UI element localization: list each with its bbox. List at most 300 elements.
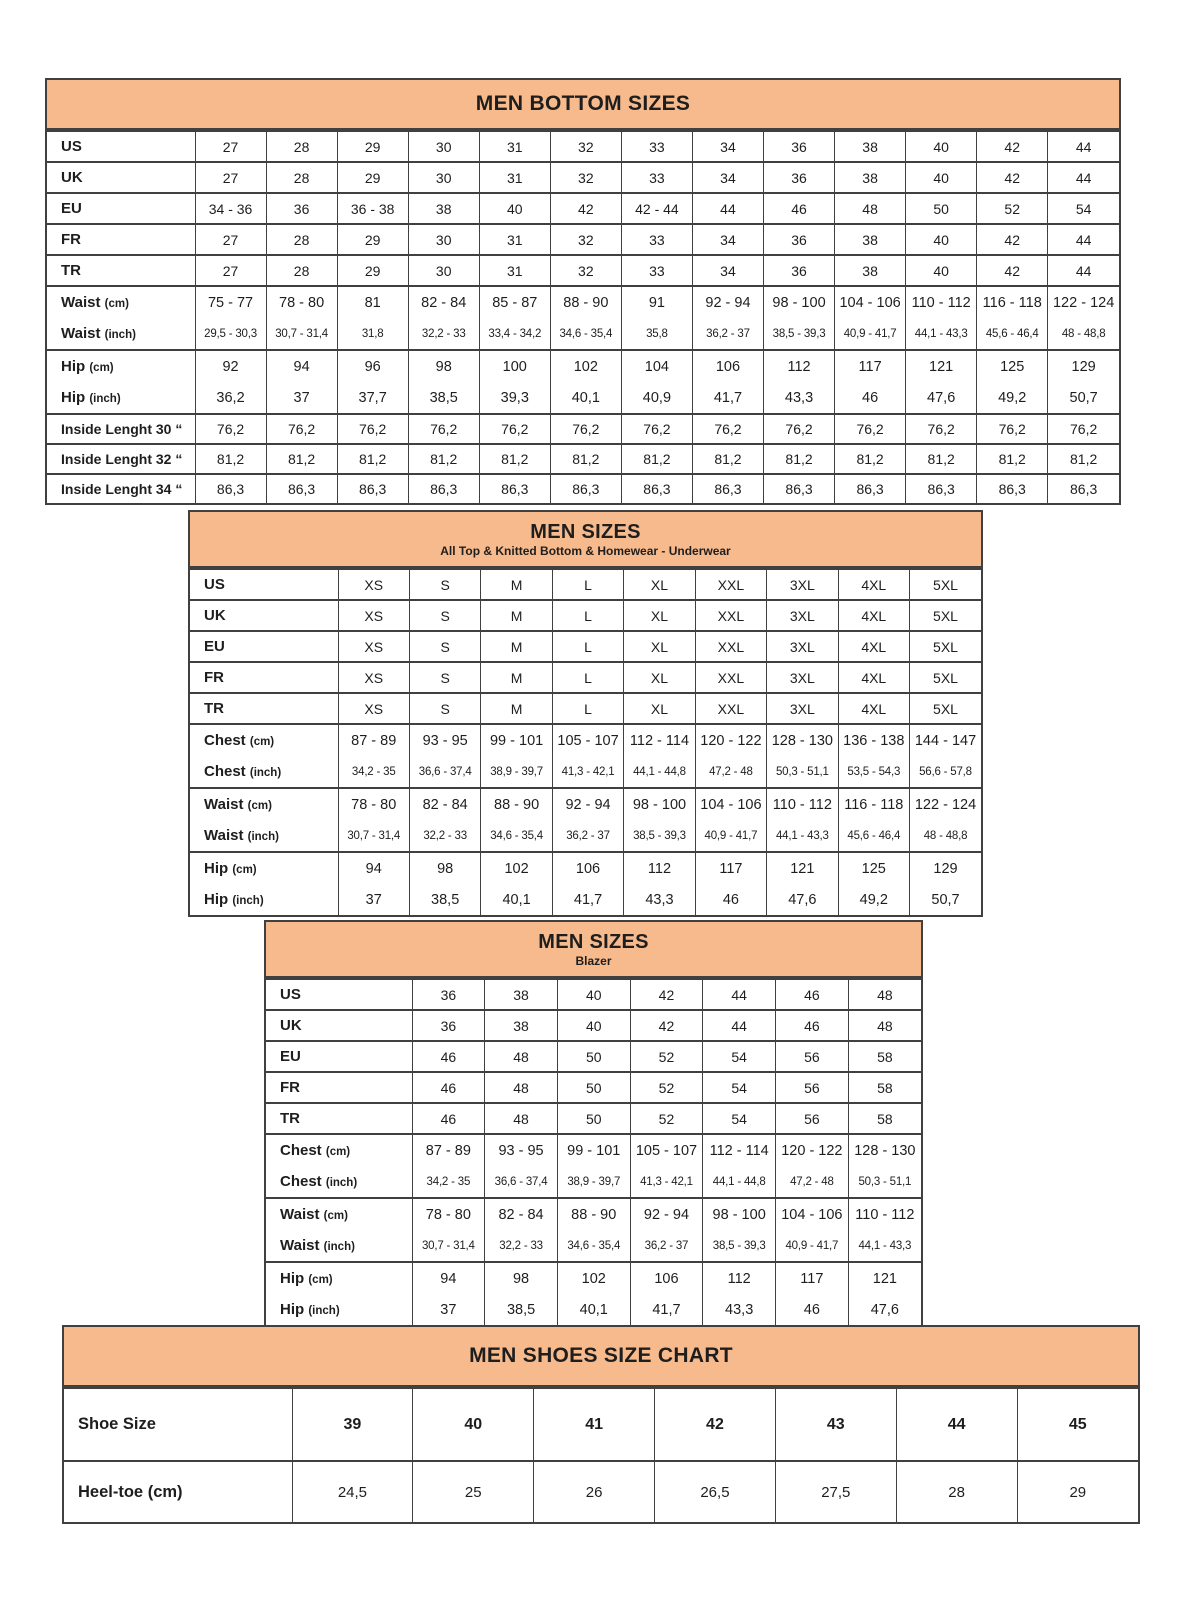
value-cell: 86,3: [835, 474, 906, 503]
value-cell: 43,3: [703, 1294, 776, 1325]
value-cell: 112: [764, 350, 835, 382]
value-cell: 128 - 130: [848, 1134, 921, 1166]
value-cell: S: [409, 569, 480, 600]
value-cell: 36: [764, 255, 835, 286]
value-cell: 44,1 - 43,3: [906, 318, 977, 350]
table-subtitle: Blazer: [575, 953, 612, 968]
value-cell: 46: [776, 979, 849, 1010]
value-cell: 82 - 84: [408, 286, 479, 318]
value-cell: L: [552, 662, 623, 693]
value-cell: 38,9 - 39,7: [481, 756, 552, 788]
value-cell: 42: [977, 255, 1048, 286]
row-label-text: EU: [61, 200, 82, 217]
row-label-text: US: [61, 138, 82, 155]
row-label-text: Shoe Size: [78, 1415, 156, 1433]
value-cell: 36: [764, 224, 835, 255]
value-cell: 4XL: [838, 569, 909, 600]
table-header-band: [266, 922, 921, 978]
value-cell: 121: [848, 1262, 921, 1294]
value-cell: 110 - 112: [906, 286, 977, 318]
value-cell: 29: [337, 162, 408, 193]
value-cell: 46: [695, 884, 766, 915]
value-cell: 32: [550, 224, 621, 255]
value-cell: 81: [337, 286, 408, 318]
row-label-text: UK: [61, 169, 83, 186]
value-cell: 32,2 - 33: [485, 1230, 558, 1262]
value-cell: 91: [621, 286, 692, 318]
value-cell: 32: [550, 255, 621, 286]
row-label-text: TR: [280, 1110, 300, 1127]
value-cell: 46: [835, 382, 906, 414]
value-cell: 48 - 48,8: [1048, 318, 1119, 350]
value-cell: 81,2: [408, 444, 479, 474]
value-cell: 86,3: [764, 474, 835, 503]
value-cell: 117: [835, 350, 906, 382]
value-cell: 54: [1048, 193, 1119, 224]
row-label: [266, 1041, 412, 1072]
row-label: [266, 1198, 412, 1230]
value-cell: 44,1 - 44,8: [624, 756, 695, 788]
value-cell: S: [409, 600, 480, 631]
value-cell: 5XL: [910, 569, 982, 600]
value-cell: 42: [977, 131, 1048, 162]
value-cell: 38,9 - 39,7: [557, 1166, 630, 1198]
value-cell: 36,2: [195, 382, 266, 414]
value-cell: 34,2 - 35: [338, 756, 409, 788]
row-label-unit: (inch): [232, 895, 264, 907]
row-label: [47, 255, 195, 286]
value-cell: 94: [412, 1262, 485, 1294]
value-cell: 112: [703, 1262, 776, 1294]
value-cell: 110 - 112: [767, 788, 838, 820]
value-cell: 36,6 - 37,4: [485, 1166, 558, 1198]
value-cell: 40: [413, 1388, 534, 1461]
row-label: [190, 724, 338, 756]
value-cell: 37: [338, 884, 409, 915]
value-cell: 56: [776, 1103, 849, 1134]
row-label-unit: (cm): [249, 736, 275, 748]
value-cell: 41: [534, 1388, 655, 1461]
value-cell: 48: [485, 1041, 558, 1072]
value-cell: 104 - 106: [695, 788, 766, 820]
value-cell: 52: [630, 1041, 703, 1072]
value-cell: 98 - 100: [624, 788, 695, 820]
value-cell: 81,2: [906, 444, 977, 474]
value-cell: 81,2: [835, 444, 906, 474]
table-title: MEN BOTTOM SIZES: [475, 91, 691, 115]
value-cell: 27: [195, 224, 266, 255]
men-shoes-size-table: [62, 1325, 1140, 1524]
value-cell: XXL: [695, 631, 766, 662]
row-label: [47, 382, 195, 414]
value-cell: 40: [479, 193, 550, 224]
value-cell: 120 - 122: [776, 1134, 849, 1166]
value-cell: 29: [1017, 1461, 1138, 1522]
men-sizes-blazer-table: [264, 920, 923, 1327]
row-label: [266, 979, 412, 1010]
value-cell: 78 - 80: [266, 286, 337, 318]
value-cell: 82 - 84: [409, 788, 480, 820]
value-cell: 46: [776, 1010, 849, 1041]
value-cell: XL: [624, 600, 695, 631]
value-cell: 44: [1048, 224, 1119, 255]
value-cell: 32,2 - 33: [409, 820, 480, 852]
value-cell: 46: [412, 1072, 485, 1103]
value-cell: 39,3: [479, 382, 550, 414]
value-cell: 86,3: [266, 474, 337, 503]
table-title: MEN SHOES SIZE CHART: [469, 1343, 733, 1367]
row-label-text: Waist: [204, 827, 244, 844]
value-cell: 106: [692, 350, 763, 382]
value-cell: 28: [896, 1461, 1017, 1522]
row-label-text: TR: [61, 262, 81, 279]
value-cell: 32: [550, 131, 621, 162]
row-label-text: Hip: [61, 389, 86, 406]
value-cell: 3XL: [767, 693, 838, 724]
row-label-text: Waist: [280, 1237, 320, 1254]
value-cell: 38: [408, 193, 479, 224]
value-cell: 44: [703, 979, 776, 1010]
value-cell: 104 - 106: [835, 286, 906, 318]
value-cell: 40: [906, 224, 977, 255]
row-label-text: Chest: [280, 1173, 322, 1190]
value-cell: 116 - 118: [977, 286, 1048, 318]
value-cell: 46: [764, 193, 835, 224]
value-cell: XXL: [695, 662, 766, 693]
value-cell: XL: [624, 662, 695, 693]
value-cell: 54: [703, 1041, 776, 1072]
table-title: MEN SIZES: [538, 930, 649, 953]
row-label: [266, 1072, 412, 1103]
row-label-text: TR: [204, 700, 224, 717]
value-cell: 39: [292, 1388, 413, 1461]
value-cell: 81,2: [621, 444, 692, 474]
value-cell: L: [552, 569, 623, 600]
row-label-text: US: [204, 576, 225, 593]
value-cell: 76,2: [550, 414, 621, 444]
value-cell: 48: [485, 1103, 558, 1134]
value-cell: 44,1 - 43,3: [767, 820, 838, 852]
row-label: [190, 756, 338, 788]
value-cell: 58: [848, 1041, 921, 1072]
value-cell: 98 - 100: [703, 1198, 776, 1230]
value-cell: 40,9 - 41,7: [695, 820, 766, 852]
table-title: MEN SIZES: [530, 520, 641, 543]
value-cell: XL: [624, 693, 695, 724]
value-cell: 44: [1048, 131, 1119, 162]
row-label-text: Hip: [204, 891, 229, 908]
size-grid: [47, 130, 1119, 503]
row-label-text: Heel-toe: [78, 1482, 144, 1501]
value-cell: 40,1: [557, 1294, 630, 1325]
value-cell: 29: [337, 224, 408, 255]
value-cell: XS: [338, 693, 409, 724]
value-cell: M: [481, 662, 552, 693]
value-cell: 76,2: [266, 414, 337, 444]
row-label-text: FR: [280, 1079, 300, 1096]
value-cell: 50,7: [910, 884, 982, 915]
value-cell: 47,6: [906, 382, 977, 414]
value-cell: M: [481, 631, 552, 662]
value-cell: 38: [485, 979, 558, 1010]
value-cell: 36 - 38: [337, 193, 408, 224]
size-grid: [266, 978, 921, 1325]
value-cell: 34,6 - 35,4: [557, 1230, 630, 1262]
value-cell: 81,2: [337, 444, 408, 474]
value-cell: 5XL: [910, 662, 982, 693]
value-cell: 42: [977, 224, 1048, 255]
value-cell: S: [409, 693, 480, 724]
value-cell: 48: [835, 193, 906, 224]
row-label: [47, 193, 195, 224]
value-cell: 105 - 107: [552, 724, 623, 756]
value-cell: 112: [624, 852, 695, 884]
value-cell: S: [409, 662, 480, 693]
value-cell: 38,5 - 39,3: [703, 1230, 776, 1262]
value-cell: 92 - 94: [630, 1198, 703, 1230]
value-cell: 38,5: [409, 884, 480, 915]
value-cell: 27: [195, 255, 266, 286]
value-cell: 28: [266, 131, 337, 162]
value-cell: XL: [624, 631, 695, 662]
value-cell: 40,1: [550, 382, 621, 414]
value-cell: 129: [1048, 350, 1119, 382]
size-grid: [64, 1387, 1138, 1522]
value-cell: 75 - 77: [195, 286, 266, 318]
value-cell: 86,3: [337, 474, 408, 503]
value-cell: 144 - 147: [910, 724, 982, 756]
value-cell: 34: [692, 224, 763, 255]
row-label-unit: (cm): [147, 1482, 183, 1501]
value-cell: 106: [630, 1262, 703, 1294]
value-cell: 3XL: [767, 569, 838, 600]
value-cell: 29: [337, 255, 408, 286]
value-cell: 40: [906, 131, 977, 162]
value-cell: 33: [621, 162, 692, 193]
value-cell: 34: [692, 255, 763, 286]
value-cell: 112 - 114: [703, 1134, 776, 1166]
value-cell: 38: [835, 131, 906, 162]
value-cell: 30,7 - 31,4: [266, 318, 337, 350]
row-label-text: Inside Lenght 34 “: [61, 481, 183, 497]
value-cell: 50,7: [1048, 382, 1119, 414]
value-cell: 47,2 - 48: [695, 756, 766, 788]
value-cell: XXL: [695, 600, 766, 631]
value-cell: 41,7: [692, 382, 763, 414]
value-cell: 37: [266, 382, 337, 414]
value-cell: 125: [838, 852, 909, 884]
value-cell: 52: [630, 1072, 703, 1103]
value-cell: 76,2: [621, 414, 692, 444]
value-cell: 129: [910, 852, 982, 884]
value-cell: 76,2: [764, 414, 835, 444]
value-cell: 38: [835, 162, 906, 193]
row-label: [190, 852, 338, 884]
value-cell: M: [481, 600, 552, 631]
row-label-unit: (inch): [104, 329, 136, 341]
value-cell: 98: [408, 350, 479, 382]
value-cell: 4XL: [838, 631, 909, 662]
value-cell: 41,3 - 42,1: [552, 756, 623, 788]
value-cell: 44: [703, 1010, 776, 1041]
value-cell: 31,8: [337, 318, 408, 350]
value-cell: 121: [906, 350, 977, 382]
value-cell: 86,3: [906, 474, 977, 503]
value-cell: 44: [692, 193, 763, 224]
row-label-text: Waist: [61, 294, 101, 311]
value-cell: 43,3: [764, 382, 835, 414]
value-cell: 40: [906, 162, 977, 193]
value-cell: 3XL: [767, 631, 838, 662]
value-cell: 86,3: [1048, 474, 1119, 503]
value-cell: 44: [1048, 255, 1119, 286]
value-cell: 42: [630, 979, 703, 1010]
value-cell: 86,3: [479, 474, 550, 503]
value-cell: 4XL: [838, 600, 909, 631]
row-label-unit: (inch): [89, 393, 121, 405]
value-cell: 34,6 - 35,4: [481, 820, 552, 852]
value-cell: 102: [557, 1262, 630, 1294]
value-cell: 58: [848, 1103, 921, 1134]
row-label: [64, 1388, 292, 1461]
value-cell: 40,9 - 41,7: [835, 318, 906, 350]
value-cell: 28: [266, 255, 337, 286]
value-cell: 34: [692, 162, 763, 193]
value-cell: 50: [557, 1041, 630, 1072]
value-cell: 4XL: [838, 693, 909, 724]
value-cell: 48: [848, 979, 921, 1010]
value-cell: 98 - 100: [764, 286, 835, 318]
value-cell: 44: [1048, 162, 1119, 193]
value-cell: 88 - 90: [481, 788, 552, 820]
value-cell: S: [409, 631, 480, 662]
value-cell: 41,7: [630, 1294, 703, 1325]
value-cell: 86,3: [195, 474, 266, 503]
value-cell: 78 - 80: [412, 1198, 485, 1230]
value-cell: 44: [896, 1388, 1017, 1461]
row-label: [190, 662, 338, 693]
row-label: [190, 693, 338, 724]
value-cell: 50,3 - 51,1: [848, 1166, 921, 1198]
value-cell: 30: [408, 255, 479, 286]
value-cell: 81,2: [1048, 444, 1119, 474]
row-label-text: UK: [280, 1017, 302, 1034]
row-label: [190, 788, 338, 820]
value-cell: 42 - 44: [621, 193, 692, 224]
value-cell: 40: [906, 255, 977, 286]
row-label: [190, 569, 338, 600]
value-cell: L: [552, 600, 623, 631]
value-cell: 5XL: [910, 600, 982, 631]
value-cell: 36: [266, 193, 337, 224]
value-cell: 81,2: [266, 444, 337, 474]
value-cell: 56: [776, 1041, 849, 1072]
value-cell: 116 - 118: [838, 788, 909, 820]
row-label-text: FR: [61, 231, 81, 248]
size-grid: [190, 568, 981, 915]
row-label-unit: (inch): [247, 831, 279, 843]
row-label: [47, 224, 195, 255]
value-cell: 38,5: [408, 382, 479, 414]
value-cell: 92 - 94: [552, 788, 623, 820]
value-cell: 81,2: [195, 444, 266, 474]
value-cell: 50: [557, 1072, 630, 1103]
value-cell: XS: [338, 662, 409, 693]
value-cell: 27: [195, 131, 266, 162]
value-cell: 76,2: [906, 414, 977, 444]
value-cell: 29,5 - 30,3: [195, 318, 266, 350]
value-cell: 30,7 - 31,4: [338, 820, 409, 852]
value-cell: 44,1 - 43,3: [848, 1230, 921, 1262]
row-label-unit: (cm): [247, 800, 272, 812]
value-cell: 36: [764, 162, 835, 193]
value-cell: 37: [412, 1294, 485, 1325]
value-cell: 33: [621, 255, 692, 286]
row-label-unit: (inch): [325, 1177, 358, 1189]
row-label: [47, 286, 195, 318]
value-cell: 76,2: [1048, 414, 1119, 444]
value-cell: 50,3 - 51,1: [767, 756, 838, 788]
value-cell: 32: [550, 162, 621, 193]
value-cell: 117: [776, 1262, 849, 1294]
row-label-text: EU: [204, 638, 225, 655]
value-cell: 30,7 - 31,4: [412, 1230, 485, 1262]
row-label: [47, 474, 195, 503]
row-label: [190, 631, 338, 662]
value-cell: 86,3: [550, 474, 621, 503]
row-label-text: Waist: [61, 325, 101, 342]
value-cell: 28: [266, 162, 337, 193]
value-cell: L: [552, 631, 623, 662]
value-cell: 40,9: [621, 382, 692, 414]
value-cell: 98: [485, 1262, 558, 1294]
value-cell: 76,2: [408, 414, 479, 444]
value-cell: 81,2: [550, 444, 621, 474]
value-cell: 40,9 - 41,7: [776, 1230, 849, 1262]
value-cell: 34: [692, 131, 763, 162]
value-cell: 30: [408, 162, 479, 193]
table-header-band: [47, 80, 1119, 130]
value-cell: 54: [703, 1072, 776, 1103]
value-cell: 125: [977, 350, 1048, 382]
value-cell: 56: [776, 1072, 849, 1103]
row-label: [64, 1461, 292, 1522]
value-cell: 48: [848, 1010, 921, 1041]
value-cell: 4XL: [838, 662, 909, 693]
value-cell: 46: [412, 1041, 485, 1072]
value-cell: 30: [408, 224, 479, 255]
row-label-text: Chest: [280, 1142, 322, 1159]
value-cell: 49,2: [977, 382, 1048, 414]
value-cell: 31: [479, 131, 550, 162]
value-cell: 76,2: [479, 414, 550, 444]
value-cell: 45,6 - 46,4: [838, 820, 909, 852]
value-cell: 81,2: [479, 444, 550, 474]
row-label-text: Hip: [280, 1301, 305, 1318]
value-cell: 25: [413, 1461, 534, 1522]
row-label-unit: (cm): [104, 298, 129, 310]
value-cell: 49,2: [838, 884, 909, 915]
value-cell: 42: [655, 1388, 776, 1461]
row-label-text: Chest: [204, 732, 246, 749]
value-cell: 50: [557, 1103, 630, 1134]
value-cell: 26,5: [655, 1461, 776, 1522]
value-cell: 33: [621, 224, 692, 255]
value-cell: 33: [621, 131, 692, 162]
row-label: [266, 1134, 412, 1166]
row-label: [47, 131, 195, 162]
value-cell: 87 - 89: [338, 724, 409, 756]
